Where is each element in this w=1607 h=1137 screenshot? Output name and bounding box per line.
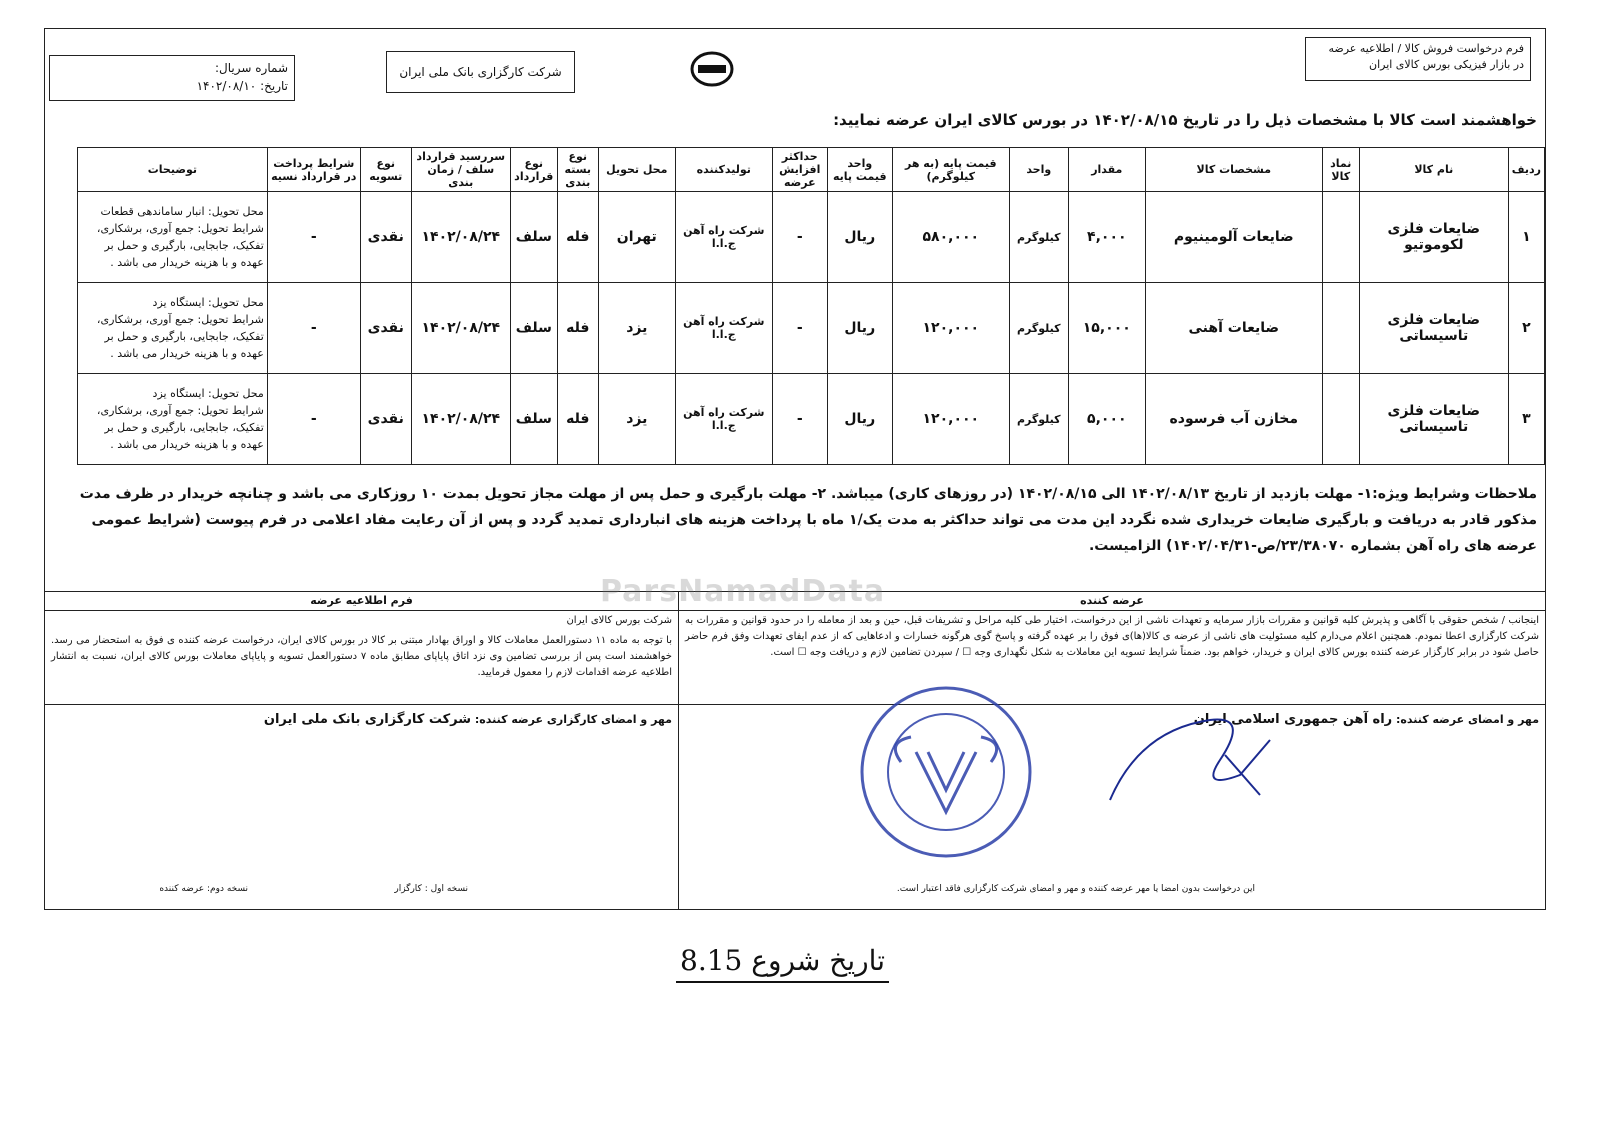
offerer-sign-value: راه آهن جمهوری اسلامی ایران [1193, 712, 1393, 727]
cell-name: ضایعات فلزی تاسیساتی [1359, 283, 1508, 374]
cell-producer: شرکت راه آهن ج.ا.ا [675, 283, 772, 374]
cell-contract: سلف [510, 283, 557, 374]
cell-qty: ۴,۰۰۰ [1068, 192, 1145, 283]
cell-contract: سلف [510, 374, 557, 465]
cell-pack: فله [557, 283, 598, 374]
cell-no: ۲ [1508, 283, 1544, 374]
th-unit: واحد [1009, 148, 1068, 192]
cell-price: ۱۲۰,۰۰۰ [892, 374, 1009, 465]
table-row [78, 283, 1545, 374]
copy-2: نسخه دوم: عرضه کننده [159, 884, 248, 894]
cell-symbol [1322, 283, 1359, 374]
th-price-unit: واحد قیمت پایه [827, 148, 892, 192]
cell-desc [78, 374, 268, 465]
cell-due: ۱۴۰۲/۰۸/۲۴ [411, 283, 510, 374]
items-table [77, 147, 1545, 465]
cell-qty: ۱۵,۰۰۰ [1068, 283, 1145, 374]
desc-terms: شرایط تحویل: جمع آوری، برشکاری، تفکیک، جابجایی، بارگیری و حمل بر عهده و با هزینه خریدار می باشد . [96, 404, 264, 451]
th-max-inc: حداکثر افزایش عرضه [772, 148, 827, 192]
form-title-box [1305, 37, 1531, 81]
desc-terms: شرایط تحویل: جمع آوری، برشکاری، تفکیک، جابجایی، بارگیری و حمل بر عهده و با هزینه خریدار می باشد . [96, 313, 264, 360]
table-header-row [78, 148, 1545, 192]
form-title-line-2: در بازار فیزیکی بورس کالای ایران [1368, 58, 1524, 71]
serial-date-box [49, 55, 295, 101]
offerer-declaration: اینجانب / شخص حقوقی با آگاهی و پذیرش کلیه قوانین و مقررات بازار سرمایه و تعهدات ناشی از این درخواست، اختیار طی کلیه مراحل و تشریفات قبل، حین و بعد از معامله را در حدود قوانین و مقررات به شرکت کارگزاری اعطا نمودم. همچنین اعلام می‌دارم کلیه مسئولیت های ناشی از عرضه ی کالا(ها)ی فوق را بر عهده گرفته و پاسخ گوی هرگونه خسارات و ادعاهایی که از عدم ایفای تعهدات وفق فرم حاضر حاصل شود در برابر کارگزار عرضه کننده بورس کالای ایران و خریدار، خواهم بود. ضمناً شرایط تسویه این معاملات به شکل نگهداری وجه ☐ / سپردن تضامین لازم و دریافت وجه ☐ است. [685, 615, 1539, 658]
cell-no: ۱ [1508, 192, 1544, 283]
cell-desc [78, 283, 268, 374]
cell-spec: مخازن آب فرسوده [1145, 374, 1322, 465]
th-symbol: نماد کالا [1322, 148, 1359, 192]
exchange-logo-icon [689, 49, 735, 89]
cell-producer: شرکت راه آهن ج.ا.ا [675, 374, 772, 465]
official-stamp-icon [856, 682, 1036, 862]
cell-settle: نقدی [360, 374, 411, 465]
th-price: قیمت پایه (به هر کیلوگرم) [892, 148, 1009, 192]
desc-place: محل تحویل: ایستگاه یزد [152, 296, 264, 309]
cell-no: ۳ [1508, 374, 1544, 465]
cell-spec: ضایعات آهنی [1145, 283, 1322, 374]
cell-unit: کیلوگرم [1009, 374, 1068, 465]
desc-terms: شرایط تحویل: جمع آوری، برشکاری، تفکیک، جابجایی، بارگیری و حمل بر عهده و با هزینه خریدار می باشد . [96, 222, 264, 269]
date-value: ۱۴۰۲/۰۸/۱۰ [196, 79, 257, 93]
cell-max-inc: - [772, 192, 827, 283]
th-contract: نوع قرارداد [510, 148, 557, 192]
offerer-sign-label: مهر و امضای عرضه کننده: [1396, 713, 1539, 726]
desc-place: محل تحویل: ایستگاه یزد [152, 387, 264, 400]
table-row [78, 192, 1545, 283]
cell-credit: - [267, 374, 360, 465]
cell-price-unit: ریال [827, 283, 892, 374]
th-qty: مقدار [1068, 148, 1145, 192]
cell-price-unit: ریال [827, 374, 892, 465]
cell-max-inc: - [772, 283, 827, 374]
cell-due: ۱۴۰۲/۰۸/۲۴ [411, 374, 510, 465]
cell-credit: - [267, 283, 360, 374]
notice-text: با توجه به ماده ۱۱ دستورالعمل معاملات کالا و اوراق بهادار مبتنی بر کالا در بورس کالای ایران، درخواست عرضه کننده ی فوق به استحضار می رسد. خواهشمند است پس از بررسی تضامین وی نزد اتاق پایاپای مطابق ماده ۷ دستورالعمل تسویه و پایاپای معاملات بورس کالای ایران، نسبت به انتشار اطلاعیه عرضه اقدامات لازم را معمول فرمایید. [51, 635, 673, 678]
th-place: محل تحویل [598, 148, 675, 192]
notice-sign-value: شرکت کارگزاری بانک ملی ایران [263, 712, 472, 727]
desc-place: محل تحویل: انبار ساماندهی قطعات [100, 205, 264, 218]
cell-qty: ۵,۰۰۰ [1068, 374, 1145, 465]
cell-pack: فله [557, 192, 598, 283]
serial-label: شماره سریال: [215, 61, 288, 75]
broker-name-box: شرکت کارگزاری بانک ملی ایران [386, 51, 575, 93]
cell-price-unit: ریال [827, 192, 892, 283]
notice-sign [258, 708, 678, 731]
cell-place: یزد [598, 283, 675, 374]
special-conditions: ملاحظات وشرایط ویژه:۱- مهلت بازدید از تاریخ ۱۴۰۲/۰۸/۱۳ الی ۱۴۰۲/۰۸/۱۵ (در روزهای کاری) میباشد. ۲- مهلت بارگیری و حمل پس از مهلت مجاز تحویل بمدت ۱۰ روزکاری می باشد و چنانچه خریدار در ظرف مدت مذکور قادر به دریافت و بارگیری ضایعات خریداری شده نگردد این مدت می تواند حداکثر به مدت یک/۱ ماه با پرداخت هزینه های انبارداری تمدید گردد و پس از آن رعایت مفاد اعلامی در فرم پیوست (شرایط عمومی عرضه های راه آهن بشماره ۲۳/۳۸۰۷۰/ص-۱۴۰۲/۰۴/۳۱) الزامیست. [79, 486, 1537, 554]
cell-due: ۱۴۰۲/۰۸/۲۴ [411, 192, 510, 283]
cell-producer: شرکت راه آهن ج.ا.ا [675, 192, 772, 283]
cell-unit: کیلوگرم [1009, 192, 1068, 283]
cell-pack: فله [557, 374, 598, 465]
cell-name: ضایعات فلزی لکوموتیو [1359, 192, 1508, 283]
th-name: نام کالا [1359, 148, 1508, 192]
offerer-footer: این درخواست بدون امضا یا مهر عرضه کننده و مهر و امضای شرکت کارگزاری فاقد اعتبار است. [896, 884, 1255, 894]
signature-section [45, 591, 1545, 910]
th-credit: شرایط پرداخت در قرارداد نسیه [267, 148, 360, 192]
th-settle: نوع تسویه [360, 148, 411, 192]
notice-section [45, 592, 678, 910]
th-pack: نوع بسته بندی [557, 148, 598, 192]
table-row [78, 374, 1545, 465]
notice-title: فرم اطلاعیه عرضه [45, 592, 678, 611]
cell-desc [78, 192, 268, 283]
cell-symbol [1322, 374, 1359, 465]
notice-addressee: شرکت بورس کالای ایران [566, 615, 672, 626]
watermark: ParsNamadData [600, 574, 886, 609]
th-desc: توضیحات [78, 148, 268, 192]
cell-place: یزد [598, 374, 675, 465]
cell-symbol [1322, 192, 1359, 283]
cell-price: ۱۲۰,۰۰۰ [892, 283, 1009, 374]
th-producer: تولیدکننده [675, 148, 772, 192]
cell-place: تهران [598, 192, 675, 283]
cell-max-inc: - [772, 374, 827, 465]
offer-form [44, 28, 1546, 910]
th-row: ردیف [1508, 148, 1544, 192]
cell-settle: نقدی [360, 283, 411, 374]
intro-text: خواهشمند است کالا با مشخصات ذیل را در تاریخ ۱۴۰۲/۰۸/۱۵ در بورس کالای ایران عرضه نمایید: [833, 111, 1537, 129]
th-spec: مشخصات کالا [1145, 148, 1322, 192]
divider [45, 704, 678, 705]
cell-settle: نقدی [360, 192, 411, 283]
cell-name: ضایعات فلزی تاسیساتی [1359, 374, 1508, 465]
cell-unit: کیلوگرم [1009, 283, 1068, 374]
cell-price: ۵۸۰,۰۰۰ [892, 192, 1009, 283]
cell-spec: ضایعات آلومینیوم [1145, 192, 1322, 283]
notice-sign-label: مهر و امضای کارگزاری عرضه کننده: [474, 713, 672, 726]
cell-credit: - [267, 192, 360, 283]
th-due: سررسید قرارداد سلف / زمان بندی [411, 148, 510, 192]
copy-1: نسخه اول : کارگزار [394, 884, 468, 894]
start-date-note: تاریخ شروع 8.15 [676, 944, 889, 983]
offerer-title: عرضه کننده [679, 592, 1545, 611]
cell-contract: سلف [510, 192, 557, 283]
form-title-line-1: فرم درخواست فروش کالا / اطلاعیه عرضه [1328, 42, 1524, 55]
signature-icon [1100, 700, 1280, 810]
date-label: تاریخ: [260, 79, 288, 93]
